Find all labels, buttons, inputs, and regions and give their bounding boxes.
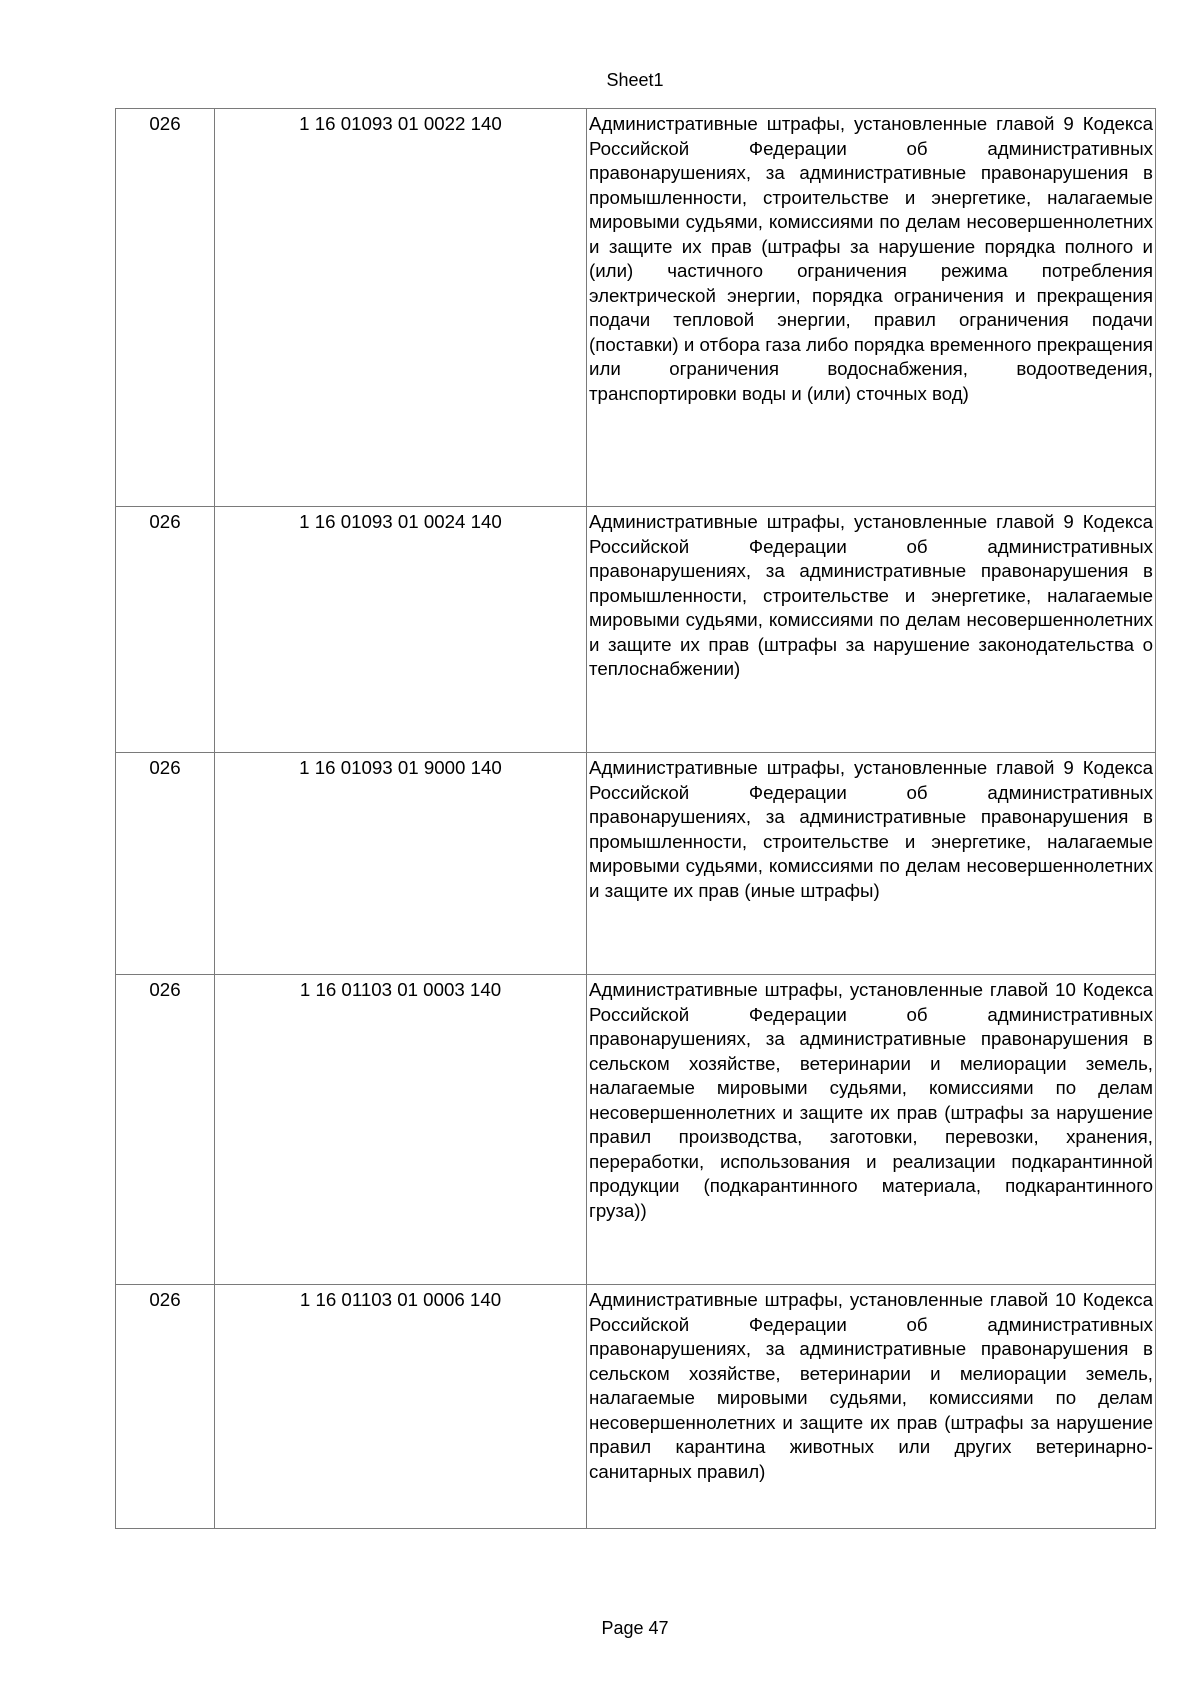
agency-code-cell: 026	[116, 753, 215, 975]
budget-code-cell: 1 16 01093 01 9000 140	[215, 753, 587, 975]
table-row	[116, 507, 1156, 753]
table-row	[116, 753, 1156, 975]
table-row	[116, 109, 1156, 507]
agency-code-cell: 026	[116, 109, 215, 507]
description-cell: Административные штрафы, установленные главой 10 Кодекса Российской Федерации об административных правонарушениях, за административные правонарушения в сельском хозяйстве, ветеринарии и мелиорации земель, налагаемые мировыми судьями, комиссиями по делам несовершеннолетних и защите их прав (штрафы за нарушение правил производства, заготовки, перевозки, хранения, переработки, использования и реализации подкарантинной продукции (подкарантинного материала, подкарантинного груза))	[587, 975, 1156, 1285]
agency-code-cell: 026	[116, 975, 215, 1285]
description-cell: Административные штрафы, установленные главой 9 Кодекса Российской Федерации об административных правонарушениях, за административные правонарушения в промышленности, строительстве и энергетике, налагаемые мировыми судьями, комиссиями по делам несовершеннолетних и защите их прав (штрафы за нарушение порядка полного и (или) частичного ограничения режима потребления электрической энергии, порядка ограничения и прекращения подачи тепловой энергии, правил ограничения подачи (поставки) и отбора газа либо порядка временного прекращения или ограничения водоснабжения, водоотведения, транспортировки воды и (или) сточных вод)	[587, 109, 1156, 507]
table-row	[116, 975, 1156, 1285]
agency-code-cell: 026	[116, 1285, 215, 1529]
budget-code-cell: 1 16 01093 01 0022 140	[215, 109, 587, 507]
description-cell: Административные штрафы, установленные главой 9 Кодекса Российской Федерации об административных правонарушениях, за административные правонарушения в промышленности, строительстве и энергетике, налагаемые мировыми судьями, комиссиями по делам несовершеннолетних и защите их прав (штрафы за нарушение законодательства о теплоснабжении)	[587, 507, 1156, 753]
agency-code-cell: 026	[116, 507, 215, 753]
sheet-title: Sheet1	[606, 70, 664, 90]
budget-code-cell: 1 16 01103 01 0003 140	[215, 975, 587, 1285]
budget-codes-table	[115, 108, 1156, 1529]
budget-code-cell: 1 16 01093 01 0024 140	[215, 507, 587, 753]
description-cell: Административные штрафы, установленные главой 9 Кодекса Российской Федерации об административных правонарушениях, за административные правонарушения в промышленности, строительстве и энергетике, налагаемые мировыми судьями, комиссиями по делам несовершеннолетних и защите их прав (иные штрафы)	[587, 753, 1156, 975]
budget-code-cell: 1 16 01103 01 0006 140	[215, 1285, 587, 1529]
description-cell: Административные штрафы, установленные главой 10 Кодекса Российской Федерации об административных правонарушениях, за административные правонарушения в сельском хозяйстве, ветеринарии и мелиорации земель, налагаемые мировыми судьями, комиссиями по делам несовершеннолетних и защите их прав (штрафы за нарушение правил карантина животных или других ветеринарно-санитарных правил)	[587, 1285, 1156, 1529]
table-row	[116, 1285, 1156, 1529]
page-number: Page 47	[601, 1618, 669, 1638]
